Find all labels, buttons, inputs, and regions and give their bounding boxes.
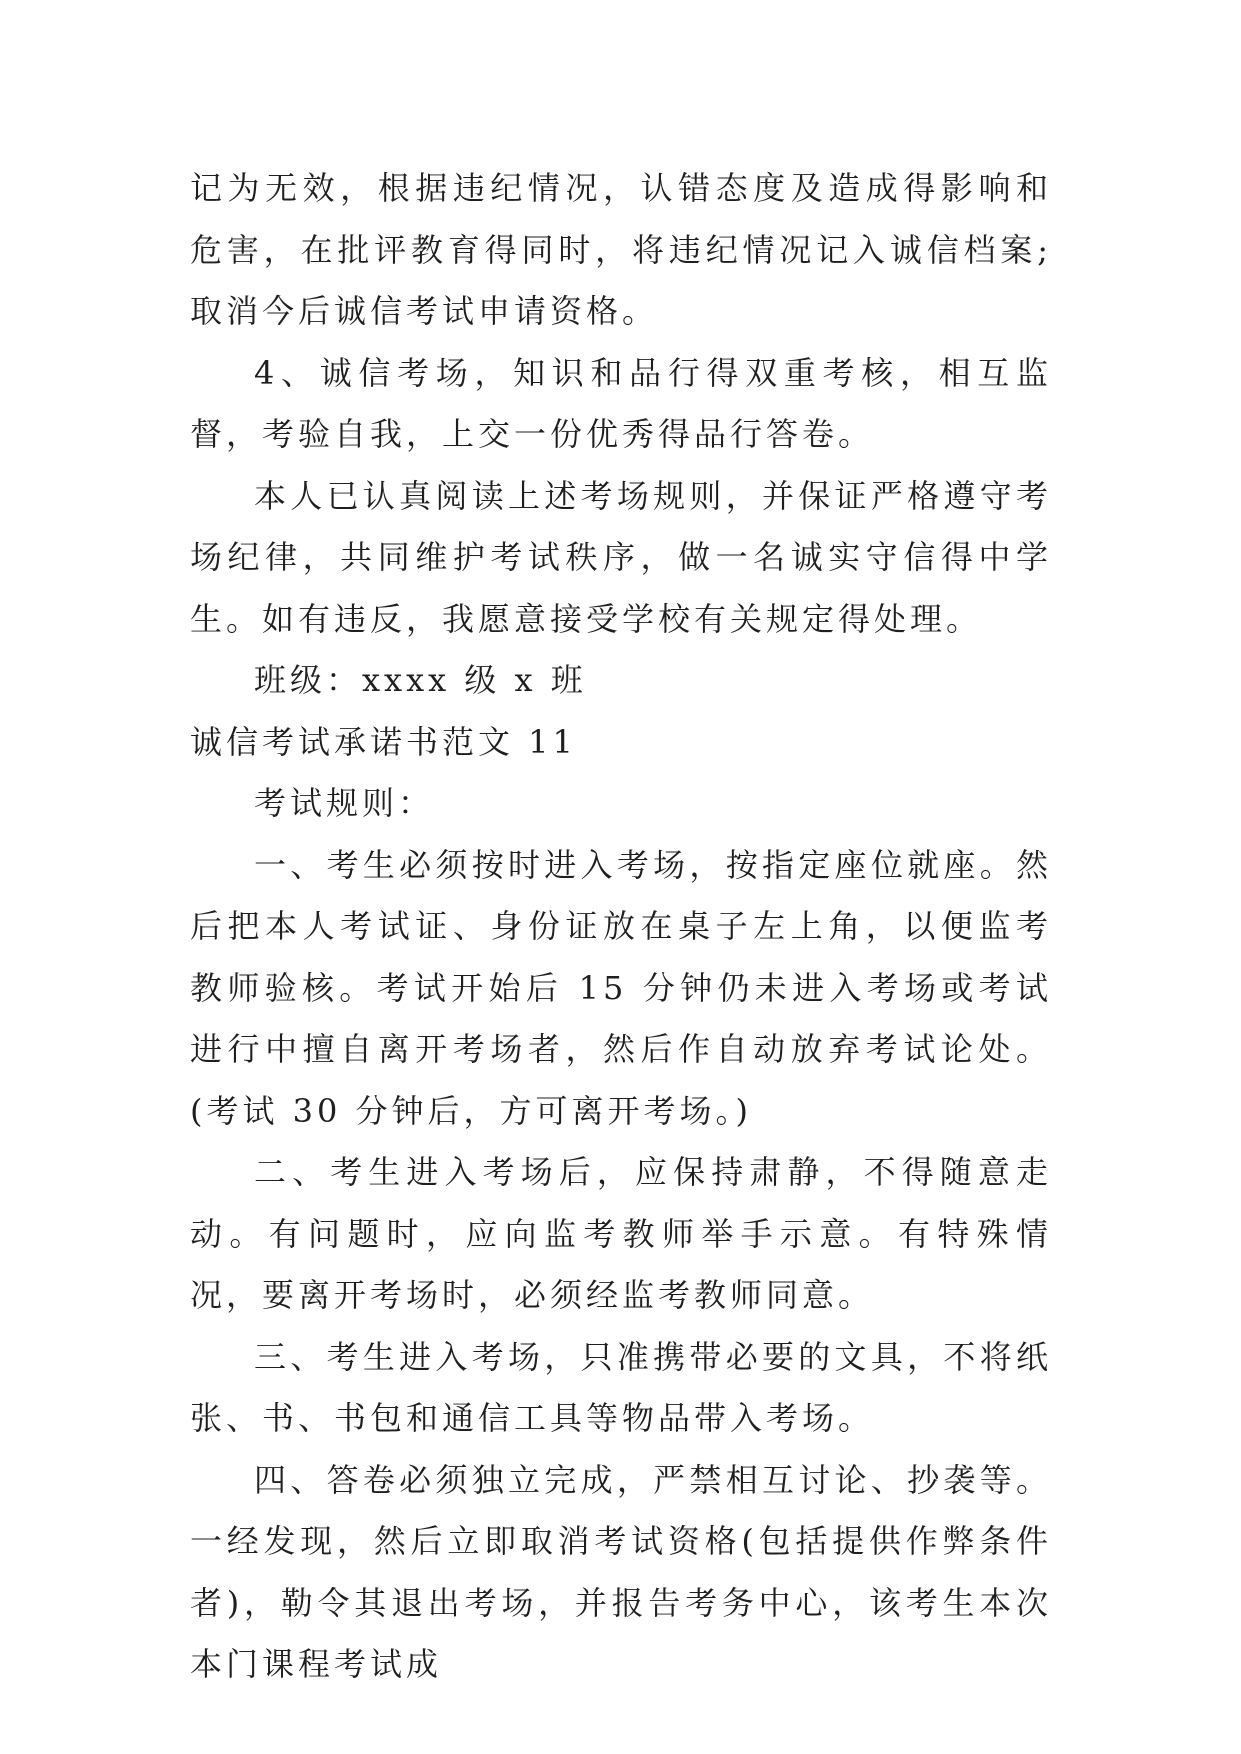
paragraph-rule-three: 三、考生进入考场，只准携带必要的文具，不将纸张、书、书包和通信工具等物品带入考场。 (190, 1337, 1052, 1437)
paragraph-rule-four: 四、答卷必须独立完成，严禁相互讨论、抄袭等。一经发现，然后立即取消考试资格(包括提供作弊条件者)，勒令其退出考场，并报告考务中心，该考生本次本门课程考试成 (190, 1460, 1052, 1683)
section-heading: 诚信考试承诺书范文 11 (190, 722, 577, 761)
document-body (190, 158, 1052, 1696)
paragraph-class: 班级：xxxx 级 x 班 (254, 661, 587, 699)
paragraph-pledge: 本人已认真阅读上述考场规则，并保证严格遵守考场纪律，共同维护考试秩序，做一名诚实守信得中学生。如有违反，我愿意接受学校有关规定得处理。 (190, 476, 1052, 638)
paragraph-continuation: 记为无效，根据违纪情况，认错态度及造成得影响和危害，在批评教育得同时，将违纪情况记入诚信档案;取消今后诚信考试申请资格。 (190, 169, 1052, 330)
paragraph-rule-two: 二、考生进入考场后，应保持肃静，不得随意走动。有问题时，应向监考教师举手示意。有特殊情况，要离开考场时，必须经监考教师同意。 (190, 1153, 1052, 1314)
paragraph-rule-one: 一、考生必须按时进入考场，按指定座位就座。然后把本人考试证、身份证放在桌子左上角，以便监考教师验核。考试开始后 15 分钟仍未进入考场或考试进行中擅自离开考场者，然后作自动放弃考试论处。(考试 30 分钟后，方可离开考场。) (190, 845, 1052, 1130)
paragraph-rule-4: 4、诚信考场，知识和品行得双重考核，相互监督，考验自我，上交一份优秀得品行答卷。 (190, 353, 1052, 453)
paragraph-rules-title: 考试规则： (254, 784, 435, 822)
